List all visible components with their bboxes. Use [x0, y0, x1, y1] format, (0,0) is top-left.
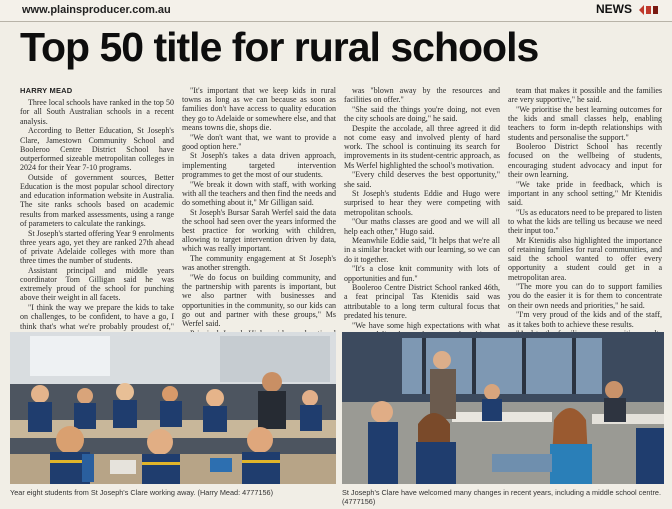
paragraph: "It's a close knit community with lots of opportunities and fun.": [344, 264, 500, 283]
paragraph: Meanwhile Eddie said, "It helps that we're all in a similar bracket with our learning, so we can do it together.: [344, 236, 500, 264]
article-column-4: [508, 86, 662, 357]
paragraph: "We break it down with staff, with working with all the teachers and then find the needs and do something about it," Mr Gilligan said.: [182, 179, 336, 207]
paragraph: Three local schools have ranked in the top 50 for all South Australian schools in a recent analysis.: [20, 98, 174, 126]
paragraph: "I think the way we prepare the kids to take on challenges, to be confident, to have a go, I think that's what we're probably proudest of,": [20, 303, 174, 331]
article-column-1: [20, 86, 174, 357]
paragraph: Despite the accolade, all three agreed it did not come easy and involved plenty of hard work. The school is continuing its search for improvements in its student-centric approach, as Ms Werfel highlighted the school's motivation.: [344, 123, 500, 170]
photo-caption-1: Year eight students from St Joseph's Clare working away. (Harry Mead: 4777156): [10, 488, 273, 497]
paragraph: "She said the things you're doing, not even the city schools are doing," he said.: [344, 104, 500, 124]
paragraph: Booleroo Centre District School ranked 46th, a feat principal Tas Ktenidis said was attributable to a long term cultural focus that predated his tenure.: [344, 283, 500, 320]
byline: HARRY MEAD: [20, 86, 73, 95]
section-label: NEWS: [596, 2, 632, 16]
paragraph: "We take pride in feedback, which is important in any school setting," Mr Ktenidis said.: [508, 179, 662, 207]
middle-school-centre-photo: [342, 332, 664, 484]
paragraph: "We don't want that, we want to provide a good option here.": [182, 132, 336, 151]
paragraph: "It's important that we keep kids in rural towns as long as we can because as soon as families don't have access to quality education they go to Adelaide or somewhere else, and that means towns die, shops die.: [182, 86, 336, 132]
paragraph: St Joseph's Bursar Sarah Werfel said the data the school had seen over the years informed the best practice for working with children, allowing to target intervention driven by data, which was really important.: [182, 207, 336, 254]
paragraph: "Our maths classes are good and we will all help each other," Hugo said.: [344, 217, 500, 236]
paragraph: The community engagement at St Joseph's was another strength.: [182, 254, 336, 273]
paragraph: St Joseph's started offering Year 9 enrolments three years ago, yet they are ranked 27th ahead of private Adelaide colleges with more than three times the number of students.: [20, 228, 174, 266]
paragraph: Assistant principal and middle years coordinator Tom Gilligan said he was extremely proud of the school for punching above their weight in all facets.: [20, 265, 174, 303]
article-body: [20, 86, 662, 331]
paragraph: "We do focus on building community, and the partnership with parents is important, but we also partner with businesses and opportunities in the community, so our kids can go out and partner with these groups," Ms Werfel said.: [182, 273, 336, 329]
paragraph: Outside of government sources, Better Education is the most popular school directory and education information website in Australia. The site ranks schools based on academic results from marked assessments, using a range of parameters to calculate the rankings.: [20, 172, 174, 228]
paragraph: Booleroo District School has recently focused on the wellbeing of students, encouraging student advocacy and input for their own learning.: [508, 142, 662, 179]
paragraph: St Joseph's students Eddie and Hugo were surprised to hear they were competing with metropolitan schools.: [344, 189, 500, 217]
site-url: www.plainsproducer.com.au: [22, 4, 171, 16]
paragraph: "We prioritise the best learning outcomes for the kids and small classes help, enabling teachers to form in-depth relationships with students and personalise the support.": [508, 104, 662, 142]
paragraph: "Every child deserves the best opportunity," she said.: [344, 170, 500, 189]
article-headline: Top 50 title for rural schools: [20, 24, 539, 70]
article-column-3: [344, 86, 500, 357]
paragraph: "Us as educators need to be prepared to listen to what the kids are telling us because we need their input too.": [508, 207, 662, 236]
paragraph: Mr Ktenidis also highlighted the importance of retaining families for rural communities, and said the school wanted to offer every opportunity a student could get in a metropolitan area.: [508, 235, 662, 282]
paragraph: "The more you can do to support families you do the easier it is for them to concentrate on their own needs and priorities," he said.: [508, 282, 662, 310]
paragraph: team that makes it possible and the families are very supportive," he said.: [508, 86, 662, 105]
page-header-bar: [0, 0, 672, 22]
paragraph: "We have some high expectations with what: [352, 320, 500, 330]
paragraph: According to Better Education, St Joseph's Clare, Jamestown Community School and Booleroo Centre District School have outperformed sizeable metropolitan colleges in 2024 for their Year 7-10 programs.: [20, 126, 174, 173]
paragraph: was "blown away by the resources and facilities on offer.": [344, 86, 500, 105]
section-logo-icon: [638, 4, 660, 16]
classroom-photo: [10, 332, 336, 484]
photo-caption-2: St Joseph's Clare have welcomed many changes in recent years, including a middle school centre. (4777156): [342, 488, 661, 506]
article-column-2: [182, 86, 336, 357]
paragraph: St Joseph's takes a data driven approach, implementing targeted intervention programmes to get the most of our students.: [182, 151, 336, 179]
paragraph: "I'm very proud of the kids and of the staff, as it takes both to achieve these results.: [508, 310, 662, 329]
